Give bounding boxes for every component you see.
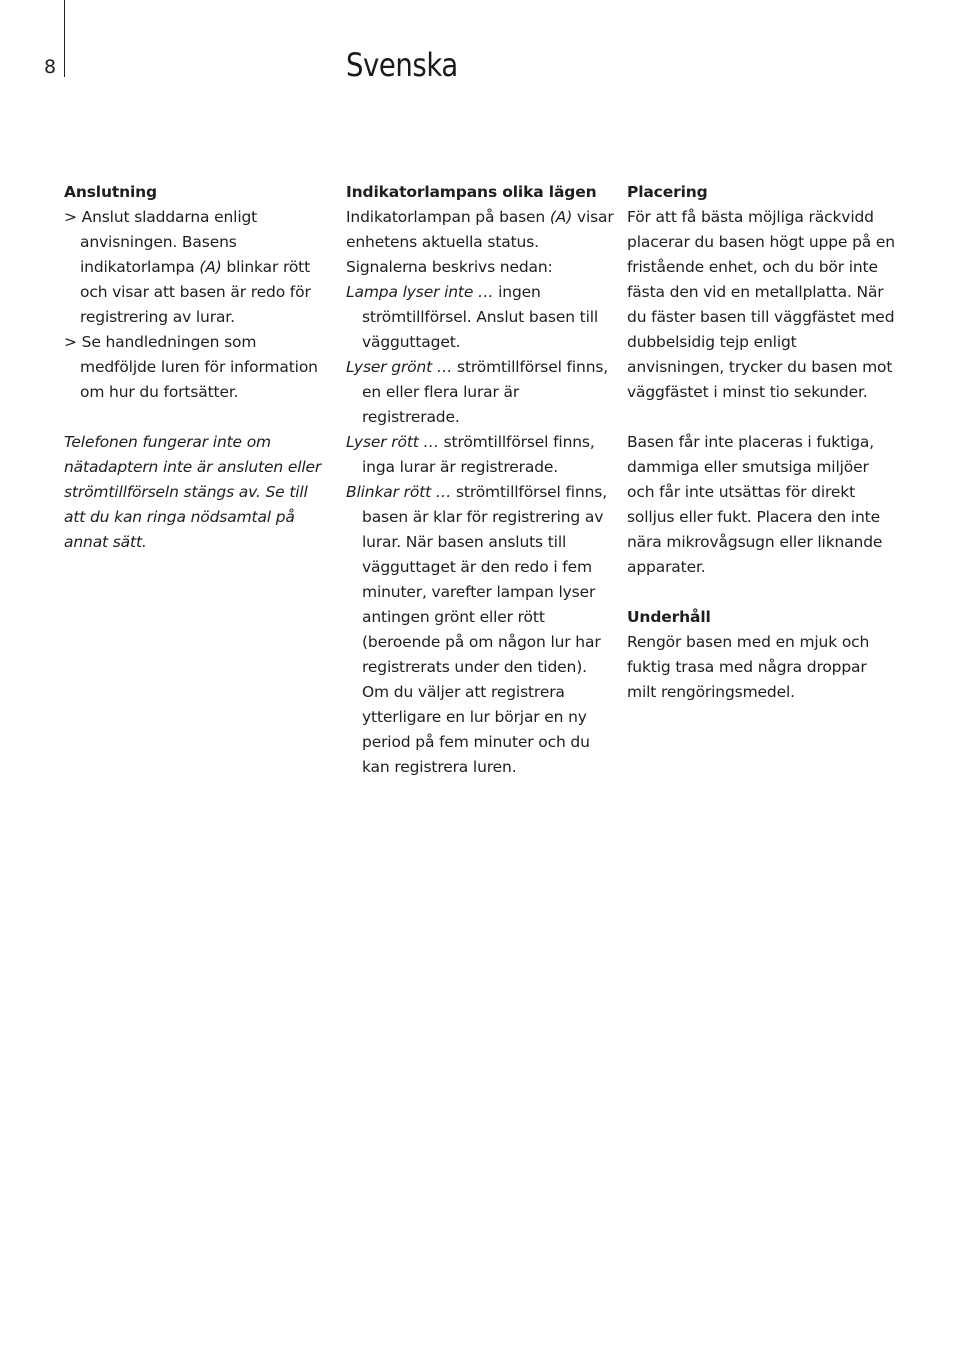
- list-item: > Anslut sladdarna enligt anvisningen. Basens indikatorlampa (A) blinkar rött och visar att basen är redo för registrering av lurar.: [64, 208, 311, 326]
- header-rule: [64, 0, 65, 77]
- section-heading-maintenance: Underhåll: [627, 608, 711, 626]
- reference-label: (A): [199, 258, 222, 276]
- column-connection: [64, 180, 328, 555]
- bullet-marker: >: [64, 208, 77, 226]
- reference-label: (A): [549, 208, 573, 226]
- intro-text: Indikatorlampan på basen (A) visar enhetens aktuella status. Signalerna beskrivs nedan:: [346, 208, 614, 276]
- state-term: Lampa lyser inte …: [346, 283, 494, 301]
- list-item: Lampa lyser inte … ingen strömtillförsel. Anslut basen till vägguttaget.: [346, 283, 599, 351]
- column-placement: [627, 180, 897, 705]
- paragraph: Basen får inte placeras i fuktiga, dammiga eller smutsiga miljöer och får inte utsättas för direkt solljus eller fukt. Placera den inte nära mikrovågsugn eller liknande apparater.: [627, 433, 883, 576]
- list-item: Lyser grönt … strömtillförsel finns, en eller flera lurar är registrerade.: [346, 358, 609, 426]
- bullet-marker: >: [64, 333, 77, 351]
- list-item: > Se handledningen som medföljde luren för information om hur du fortsätter.: [64, 333, 318, 401]
- state-term: Lyser grönt …: [346, 358, 453, 376]
- list-item: Lyser rött … strömtillförsel finns, inga lurar är registrerade.: [346, 433, 595, 476]
- page-number: 8: [44, 56, 57, 78]
- paragraph: Rengör basen med en mjuk och fuktig trasa med några droppar milt rengöringsmedel.: [627, 633, 870, 701]
- section-heading-placement: Placering: [627, 183, 708, 201]
- paragraph: För att få bästa möjliga räckvidd placerar du basen högt uppe på en fristående enhet, och du bör inte fästa den vid en metallplatta. När du fäster basen till väggfästet med dubbelsidig tejp enligt anvisningen, trycker du basen mot väggfästet i minst tio sekunder.: [627, 208, 895, 401]
- page-title: Svenska: [346, 46, 458, 84]
- section-heading-connection: Anslutning: [64, 183, 157, 201]
- state-term: Blinkar rött …: [346, 483, 452, 501]
- state-term: Lyser rött …: [346, 433, 439, 451]
- section-heading-indicator: Indikatorlampans olika lägen: [346, 183, 597, 201]
- list-item: Blinkar rött … strömtillförsel finns, basen är klar för registrering av lurar. När basen ansluts till vägguttaget är den redo i fem minuter, varefter lampan lyser antingen grönt eller rött (beroende på om någon lur har registrerats under den tiden). Om du väljer att registrera ytterligare en lur börjar en ny period på fem minuter och du kan registrera luren.: [346, 483, 608, 776]
- note-text: Telefonen fungerar inte om nätadaptern inte är ansluten eller strömtillförseln stängs av. Se till att du kan ringa nödsamtal på annat sätt.: [64, 433, 322, 551]
- column-indicator: [346, 180, 616, 780]
